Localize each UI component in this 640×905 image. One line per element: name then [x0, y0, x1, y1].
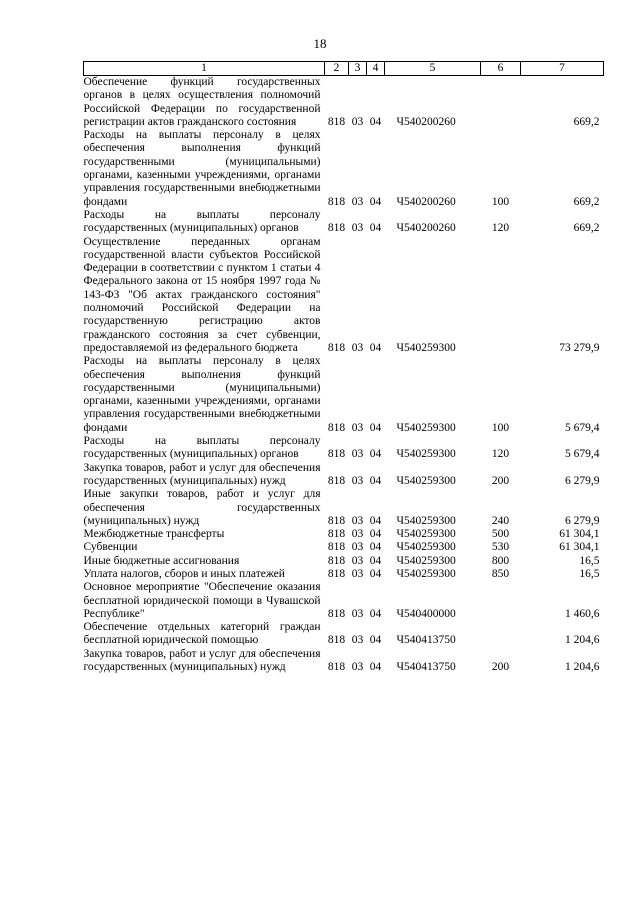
row-expense-kind: 800	[491, 554, 510, 567]
row-amount: 6 279,9	[565, 514, 600, 527]
row-amount: 669,2	[573, 115, 600, 128]
table-row	[84, 528, 604, 541]
table-row	[84, 462, 604, 489]
row-target-article: Ч540259300	[396, 448, 456, 461]
row-amount: 669,2	[573, 222, 600, 235]
row-section: 03	[351, 222, 364, 235]
table-row	[84, 355, 604, 435]
col-header-5: 5	[385, 62, 481, 76]
row-subsection: 04	[369, 222, 382, 235]
row-target-article: Ч540200260	[396, 115, 456, 128]
row-name: Расходы на выплаты персоналу в целях обеспечения выполнения функций государственными (муниципальными) органами, казенными учреждениями, органами управления государственными внебюджетными фондами	[83, 355, 321, 434]
row-admin-code: 818	[327, 421, 346, 434]
row-target-article: Ч540259300	[396, 567, 456, 580]
row-expense-kind	[481, 236, 521, 356]
row-admin-code: 818	[327, 541, 346, 554]
row-expense-kind: 100	[491, 195, 510, 208]
row-admin-code: 818	[327, 607, 346, 620]
row-expense-kind: 200	[491, 661, 510, 674]
row-amount: 669,2	[573, 195, 600, 208]
table-row	[84, 209, 604, 236]
row-section: 03	[351, 567, 364, 580]
row-section: 03	[351, 528, 364, 541]
row-name: Уплата налогов, сборов и иных платежей	[83, 567, 285, 580]
row-subsection: 04	[369, 634, 382, 647]
row-name: Основное мероприятие "Обеспечение оказания бесплатной юридической помощи в Чувашской Республике"	[83, 581, 321, 620]
row-section: 03	[351, 634, 364, 647]
row-section: 03	[351, 341, 364, 354]
row-expense-kind: 120	[491, 222, 510, 235]
row-expense-kind: 200	[491, 474, 510, 487]
table-row	[84, 76, 604, 130]
table-row	[84, 568, 604, 581]
row-admin-code: 818	[327, 567, 346, 580]
col-header-1: 1	[84, 62, 325, 76]
row-section: 03	[351, 554, 364, 567]
row-name: Расходы на выплаты персоналу в целях обеспечения выполнения функций государственными (муниципальными) органами, казенными учреждениями, органами управления государственными внебюджетными фондами	[83, 129, 321, 208]
row-subsection: 04	[369, 421, 382, 434]
row-section: 03	[351, 195, 364, 208]
row-target-article: Ч540259300	[396, 554, 456, 567]
row-name: Иные закупки товаров, работ и услуг для обеспечения государственных (муниципальных) нужд	[83, 488, 321, 527]
row-admin-code: 818	[327, 528, 346, 541]
row-name: Межбюджетные трансферты	[83, 528, 225, 541]
row-admin-code: 818	[327, 474, 346, 487]
row-admin-code: 818	[327, 341, 346, 354]
col-header-4: 4	[367, 62, 385, 76]
row-expense-kind: 100	[491, 421, 510, 434]
row-target-article: Ч540259300	[396, 474, 456, 487]
row-subsection: 04	[369, 661, 382, 674]
row-name: Расходы на выплаты персоналу государственных (муниципальных) органов	[83, 435, 321, 461]
row-target-article: Ч540259300	[396, 341, 456, 354]
row-section: 03	[351, 661, 364, 674]
row-admin-code: 818	[327, 634, 346, 647]
row-subsection: 04	[369, 115, 382, 128]
row-amount: 1 460,6	[565, 607, 600, 620]
row-name: Обеспечение функций государственных органов в целях осуществления полномочий Российской Федерации по государственной регистрации актов гражданского состояния	[83, 76, 321, 128]
table-row	[84, 236, 604, 356]
row-amount: 1 204,6	[565, 634, 600, 647]
row-target-article: Ч540259300	[396, 528, 456, 541]
row-subsection: 04	[369, 195, 382, 208]
page-number: 18	[313, 36, 327, 51]
row-admin-code: 818	[327, 115, 346, 128]
row-amount: 5 679,4	[565, 448, 600, 461]
budget-table	[83, 61, 604, 674]
row-expense-kind	[481, 581, 521, 621]
header-row	[84, 62, 604, 76]
row-name: Обеспечение отдельных категорий граждан бесплатной юридической помощью	[83, 621, 321, 647]
row-subsection: 04	[369, 341, 382, 354]
row-amount: 1 204,6	[565, 661, 600, 674]
col-header-2: 2	[325, 62, 349, 76]
row-target-article: Ч540259300	[396, 514, 456, 527]
row-name: Иные бюджетные ассигнования	[83, 554, 240, 567]
row-section: 03	[351, 448, 364, 461]
row-target-article: Ч540413750	[396, 634, 456, 647]
row-section: 03	[351, 514, 364, 527]
row-admin-code: 818	[327, 554, 346, 567]
row-amount: 61 304,1	[559, 528, 600, 541]
row-target-article: Ч540259300	[396, 541, 456, 554]
row-name: Субвенции	[83, 541, 138, 554]
row-expense-kind: 240	[491, 514, 510, 527]
row-subsection: 04	[369, 448, 382, 461]
row-subsection: 04	[369, 554, 382, 567]
row-section: 03	[351, 607, 364, 620]
table-row	[84, 488, 604, 528]
row-name: Расходы на выплаты персоналу государственных (муниципальных) органов	[83, 208, 321, 235]
table-row	[84, 541, 604, 554]
row-admin-code: 818	[327, 222, 346, 235]
row-admin-code: 818	[327, 448, 346, 461]
row-subsection: 04	[369, 514, 382, 527]
row-section: 03	[351, 115, 364, 128]
row-subsection: 04	[369, 528, 382, 541]
row-amount: 61 304,1	[559, 541, 600, 554]
row-target-article: Ч540413750	[396, 661, 456, 674]
row-name: Закупка товаров, работ и услуг для обеспечения государственных (муниципальных) нужд	[83, 647, 321, 674]
row-amount: 73 279,9	[559, 341, 600, 354]
row-admin-code: 818	[327, 661, 346, 674]
row-amount: 16,5	[579, 567, 600, 580]
row-amount: 5 679,4	[565, 421, 600, 434]
row-subsection: 04	[369, 567, 382, 580]
row-expense-kind: 530	[491, 541, 510, 554]
table-row	[84, 555, 604, 568]
row-subsection: 04	[369, 607, 382, 620]
table-row	[84, 648, 604, 675]
row-subsection: 04	[369, 474, 382, 487]
row-section: 03	[351, 474, 364, 487]
row-target-article: Ч540200260	[396, 222, 456, 235]
row-subsection: 04	[369, 541, 382, 554]
table-row	[84, 581, 604, 621]
row-target-article: Ч540200260	[396, 195, 456, 208]
col-header-7: 7	[521, 62, 604, 76]
row-amount: 16,5	[579, 554, 600, 567]
row-section: 03	[351, 541, 364, 554]
row-target-article: Ч540259300	[396, 421, 456, 434]
row-target-article: Ч540400000	[396, 607, 456, 620]
row-expense-kind	[481, 621, 521, 648]
col-header-6: 6	[481, 62, 521, 76]
row-expense-kind: 850	[491, 567, 510, 580]
table-row	[84, 621, 604, 648]
row-expense-kind	[481, 76, 521, 130]
row-name: Осуществление переданных органам государственной власти субъектов Российской Федерации в соответствии с пунктом 1 статьи 4 Федерального закона от 15 ноября 1997 года № 143-ФЗ "Об актах гражданского состояния" полномочий Российской Федерации на государственную регистрацию актов гражданского состояния за счет субвенции, предоставляемой из федерального бюджета	[83, 235, 321, 354]
row-name: Закупка товаров, работ и услуг для обеспечения государственных (муниципальных) нужд	[83, 461, 321, 487]
row-amount: 6 279,9	[565, 474, 600, 487]
row-section: 03	[351, 421, 364, 434]
row-expense-kind: 500	[491, 528, 510, 541]
table-row	[84, 435, 604, 462]
row-expense-kind: 120	[491, 448, 510, 461]
row-admin-code: 818	[327, 514, 346, 527]
col-header-3: 3	[349, 62, 367, 76]
table-row	[84, 129, 604, 209]
row-admin-code: 818	[327, 195, 346, 208]
